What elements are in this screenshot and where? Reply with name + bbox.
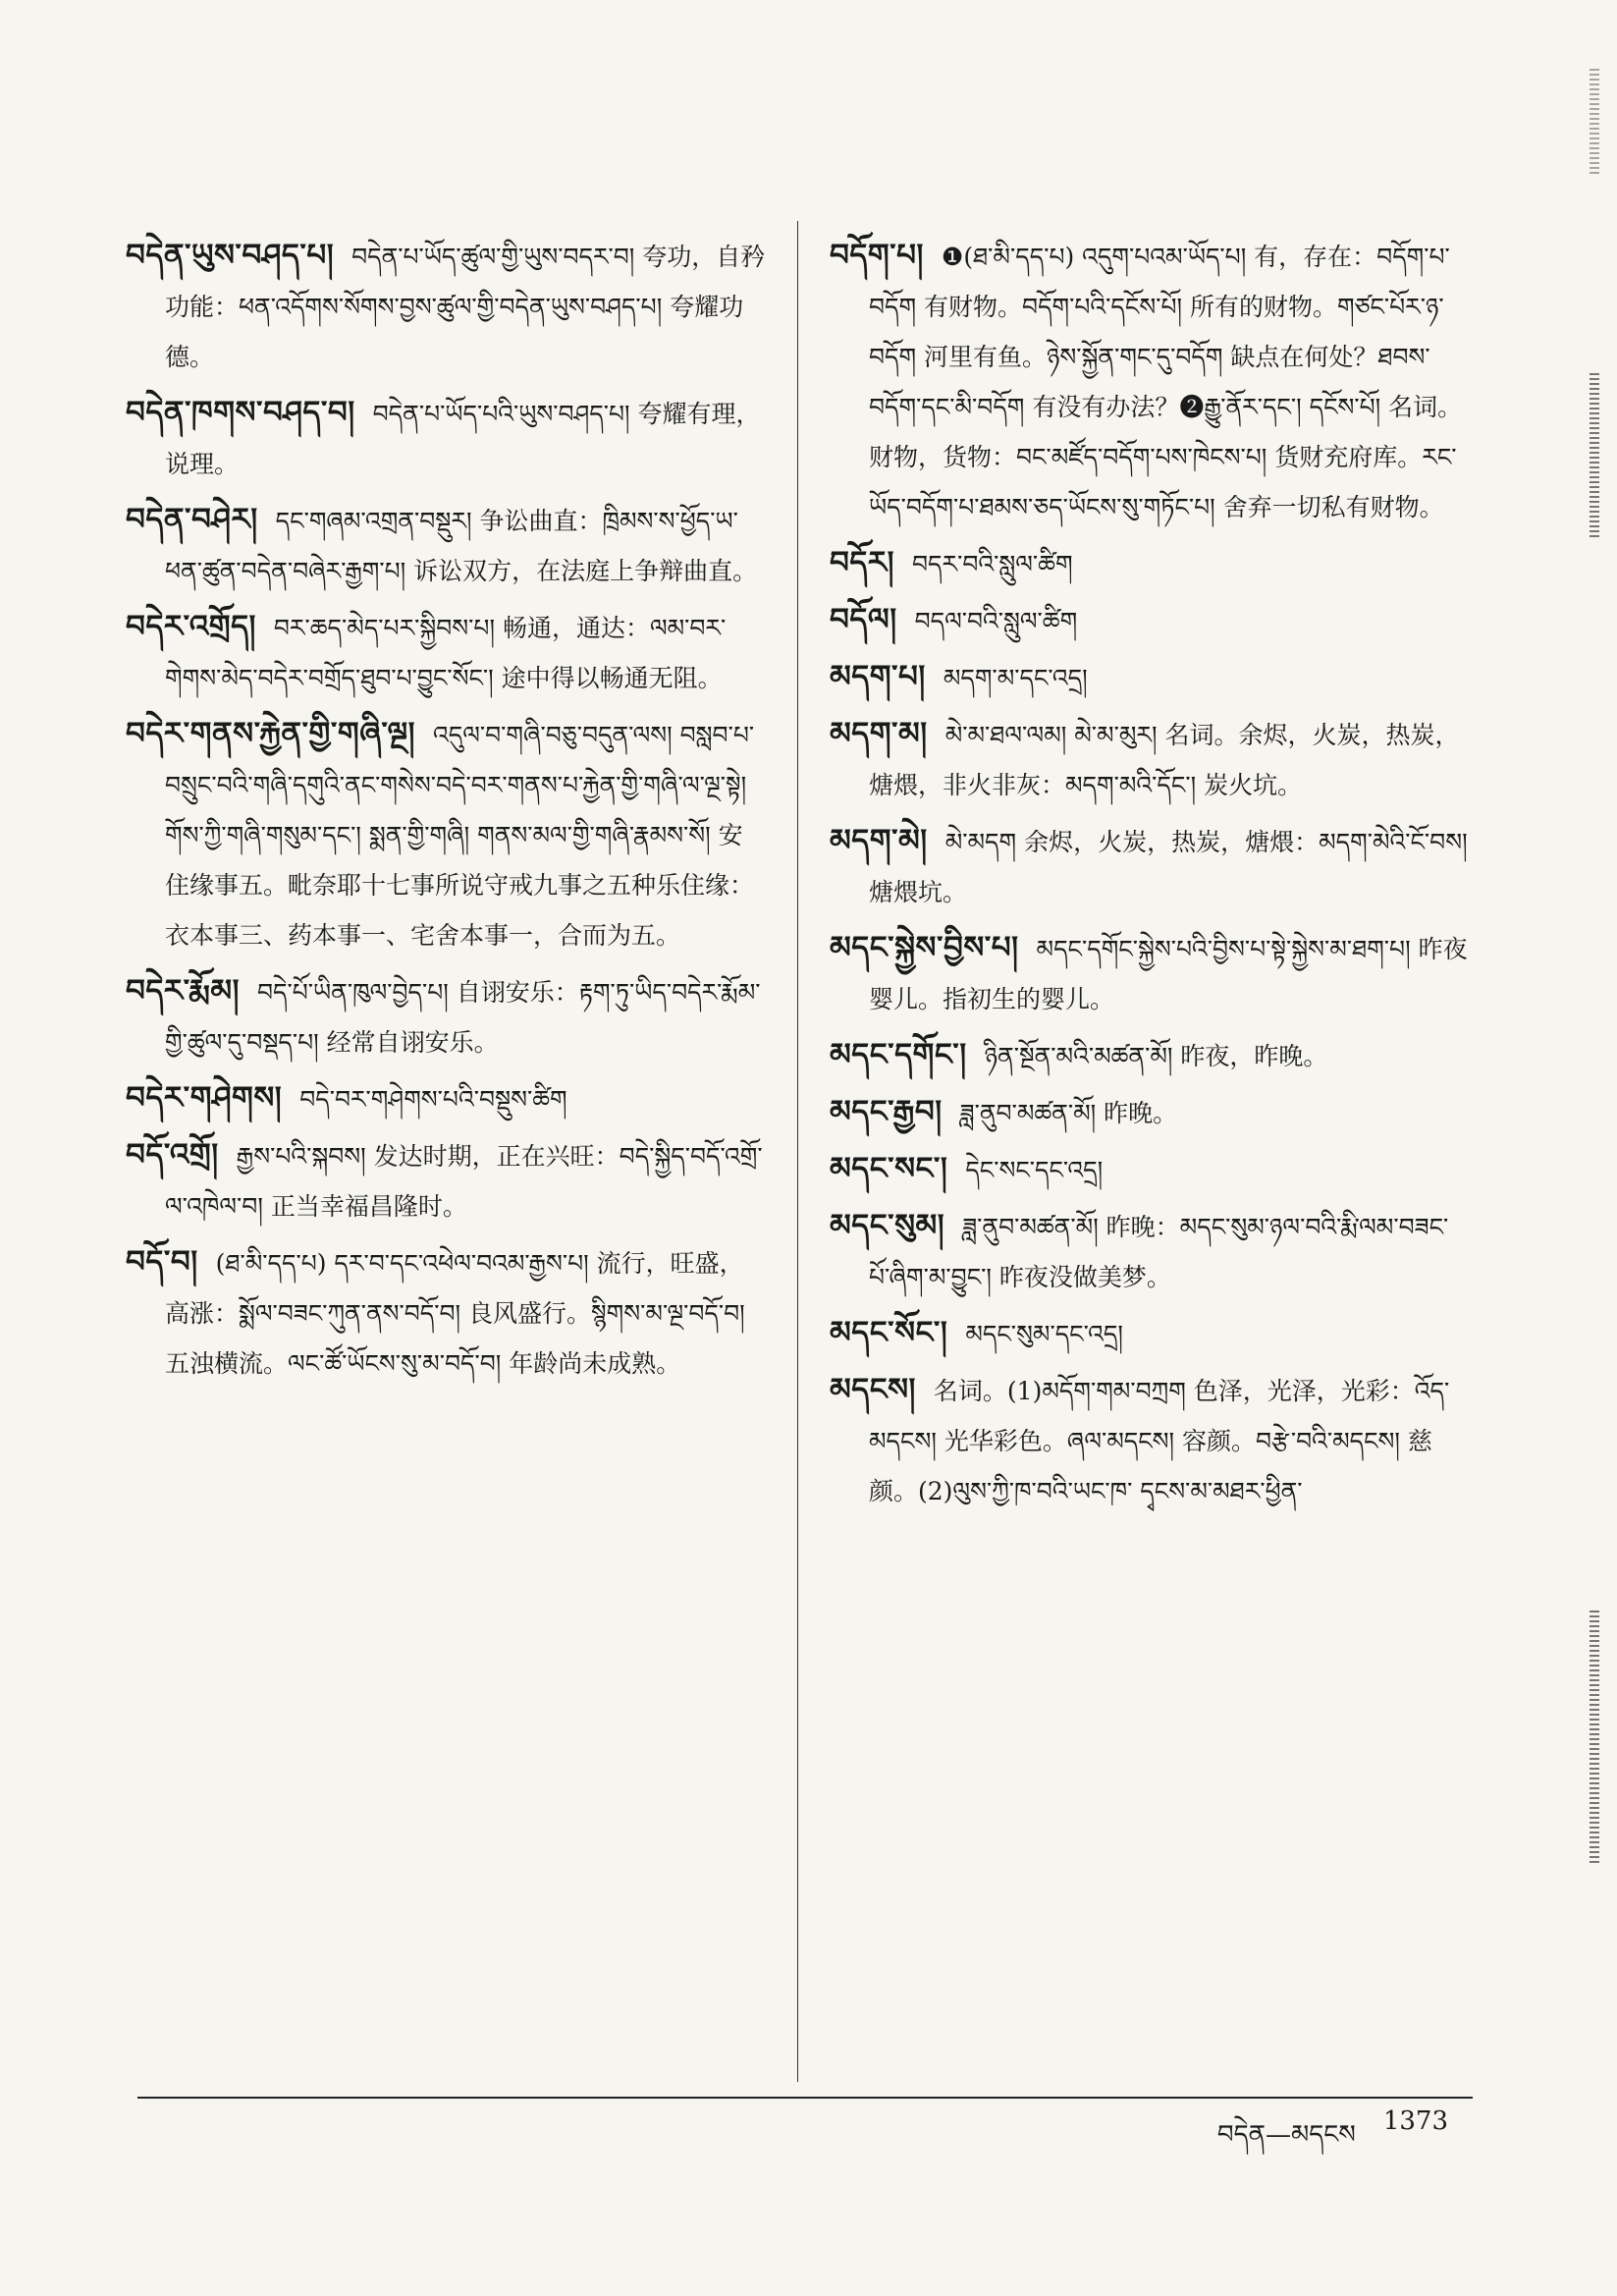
dictionary-entry: [830, 1308, 1468, 1359]
footer-rule: [137, 2097, 1473, 2099]
entry-definition: བདེན་པ་ཡོད་ཚུལ་གྱི་ཡུས་བདར་བ། 夸功，自矜功能：ཕན་འདོགས་སོགས་བྱས་ཚུལ་གྱི་བདེན་ཡུས་བཤད་པ། 夸耀功德。: [165, 243, 766, 371]
page-footer: [1217, 2106, 1448, 2178]
entry-definition: (ཐ་མི་དད་པ) དར་བ་དང་འཕེལ་བའམ་རྒྱས་པ། 流行，旺盛，高涨：སྨོལ་བཟང་ཀུན་ནས་བདོ་བ། 良风盛行。སྙིགས་མ་ལྔ་བདོ་བ། 五浊横流。ལང་ཚོ་ཡོངས་སུ་མ་བདོ་བ། 年龄尚未成熟。: [165, 1249, 745, 1378]
entry-headword: བདེན་ཡུས་བཤད་པ།: [126, 238, 335, 273]
entry-headword: བདེན་ཁགས་བཤད་བ།: [126, 395, 355, 430]
entry-headword: མདང་དགོང་།: [830, 1037, 967, 1072]
scan-edge-mark: [1590, 69, 1599, 177]
entry-definition: བདེ་བར་གཤེགས་པའི་བསྡུས་ཚིག: [299, 1085, 567, 1114]
entry-headword: མདང་སོང་།: [830, 1315, 948, 1350]
entry-definition: མེ་མ་ཐལ་ལམ། མེ་མ་མུར། 名词。余烬，火炭，热炭，煻煨，非火非灰：མདག་མའི་དོང་། 炭火坑。: [869, 721, 1460, 799]
entry-headword: བདེར་གཤེགས།: [126, 1080, 283, 1116]
dictionary-entry: [830, 1201, 1468, 1302]
entry-definition: བདལ་བའི་སླུལ་ཚིག: [914, 607, 1078, 635]
entry-definition: ཟླ་ནུབ་མཚན་མོ། 昨晚。: [959, 1099, 1178, 1127]
dictionary-entry: [830, 816, 1468, 917]
entry-headword: བདོར།: [830, 545, 895, 580]
dictionary-entry: [126, 388, 766, 489]
entry-definition: མདང་དགོང་སྐྱེས་པའི་བྱིས་པ་སྟེ་སྐྱེས་མ་ཐག་པ། 昨夜婴儿。指初生的婴儿。: [869, 935, 1468, 1013]
entry-definition: དེང་སང་དང་འདྲ།: [965, 1156, 1104, 1184]
entry-headword: མདག་མེ།: [830, 823, 928, 858]
entry-definition: 名词。(1)མདོག་གམ་བཀྲག 色泽，光泽，光彩：འོད་མདངས། 光华彩色。ཞལ་མདངས། 容颜。བརྩེ་བའི་མདངས། 慈颜。(2)ལུས་ཀྱི་ཁ་བའི་ཡང་ཁ་ དྭངས་མ་མཐར་ཕྱིན་: [869, 1377, 1450, 1505]
right-column: [830, 231, 1468, 2060]
entry-definition: ཉིན་སྔོན་མའི་མཚན་མོ། 昨夜，昨晚。: [984, 1042, 1328, 1070]
entry-definition: བདར་བའི་སླུལ་ཚིག: [912, 550, 1073, 578]
dictionary-entry: [830, 538, 1468, 589]
dictionary-entry: [126, 966, 766, 1067]
dictionary-entry: [126, 602, 766, 703]
dictionary-entry: [830, 1087, 1468, 1138]
dictionary-entry: [126, 709, 766, 960]
column-divider: [797, 221, 798, 2082]
entry-definition: མདག་མ་དང་འདྲ།: [943, 664, 1088, 692]
dictionary-entry: [830, 1144, 1468, 1195]
scan-edge-mark: [1590, 1611, 1599, 1866]
entry-headword: མདག་པ།: [830, 659, 926, 694]
dictionary-entry: [126, 495, 766, 596]
entry-headword: བདོ་བ།: [126, 1244, 198, 1280]
dictionary-entry: [126, 231, 766, 382]
entry-headword: མདང་རྒྱབ།: [830, 1094, 943, 1129]
entry-definition: མདང་སུམ་དང་འདྲ།: [965, 1320, 1123, 1348]
entry-definition: ❶(ཐ་མི་དད་པ) འདུག་པའམ་ཡོད་པ། 有，存在：བདོག་པ་བདོག 有财物。བདོག་པའི་དངོས་པོ། 所有的财物。གཙང་པོར་ཉ་བདོག 河里有鱼。ཉེས་སྐྱོན་གང་དུ་བདོག 缺点在何处？ཐབས་བདོག་དང་མི་བདོག 有没有办法？❷རྒྱུ་ནོར་དང་། དངོས་པོ། 名词。财物，货物：བང་མཛོད་བདོག་པས་ཁེངས་པ། 货财充府库。རང་ཡོད་བདོག་པ་ཐམས་ཅད་ཡོངས་སུ་གཏོང་པ། 舍弃一切私有财物。: [869, 243, 1463, 521]
dictionary-entry: [126, 1130, 766, 1231]
dictionary-entry: [830, 652, 1468, 703]
entry-headword: མདང་སྐྱེས་བྱིས་པ།: [830, 930, 1019, 965]
dictionary-entry: [830, 595, 1468, 646]
entry-definition: འདུལ་བ་གཞི་བཅུ་བདུན་ལས། བསླབ་པ་བསྲུང་བའི་གཞི་དགུའི་ནང་གསེས་བདེ་བར་གནས་པ་རྐྱེན་གྱི་གཞི་ལ་ལྔ་སྟེ། གོས་ཀྱི་གཞི་གསུམ་དང་། སྨན་གྱི་གཞི། གནས་མལ་གྱི་གཞི་རྣམས་སོ། 安住缘事五。毗奈耶十七事所说守戒九事之五种乐住缘：衣本事三、药本事一、宅舍本事一，合而为五。: [165, 721, 755, 950]
entry-headword: བདེན་བཤེར།: [126, 502, 258, 537]
page-number: 1373: [1382, 2106, 1448, 2136]
dictionary-entry: [830, 923, 1468, 1024]
entry-definition: དང་གཞམ་འགྲན་བསྡུར། 争讼曲直：ཁྲིམས་ས་ཕྱོད་ཡ་ཕན་ཚུན་བདེན་བཞེར་རྒྱག་པ། 诉讼双方，在法庭上争辩曲直。: [165, 507, 758, 585]
entry-headword: བདེར་འགྲོད།: [126, 609, 256, 644]
entry-definition: བདེ་པོ་ཡིན་ཁུལ་བྱེད་པ། 自诩安乐：རྟག་ཏུ་ཡིད་བདེར་རྨོམ་གྱི་ཚུལ་དུ་བསྡད་པ། 经常自诩安乐。: [165, 978, 761, 1057]
entry-headword: བདོལ།: [830, 602, 897, 637]
entry-headword: བདེར་གནས་རྐྱེན་གྱི་གཞི་ལྔ།: [126, 716, 416, 751]
scan-edge-mark: [1590, 373, 1599, 540]
entry-headword: བདོ་འགྲོ།: [126, 1137, 219, 1173]
entry-headword: བདེར་རྨོམ།: [126, 973, 240, 1009]
entry-headword: མདང་སུམ།: [830, 1208, 945, 1243]
headword-range: བདེན—མདངས: [1216, 2120, 1356, 2150]
entry-headword: མདག་མ།: [830, 716, 928, 751]
entry-headword: མདངས།: [830, 1372, 916, 1407]
entry-definition: མེ་མདག 余烬，火炭，热炭，煻煨：མདག་མེའི་ངོ་བས། 煻煨坑。: [869, 828, 1468, 906]
entry-definition: བར་ཆད་མེད་པར་སྐྱིབས་པ། 畅通，通达：ལམ་བར་གེགས་མེད་བདེར་བགྲོད་ཐུབ་པ་བྱུང་སོང་། 途中得以畅通无阻。: [165, 614, 727, 692]
entry-definition: ཟླ་ནུབ་མཚན་མོ། 昨晚：མདང་སུམ་ཉལ་བའི་རྨི་ལམ་བཟང་པོ་ཞིག་མ་བྱུང་། 昨夜没做美梦。: [869, 1213, 1449, 1291]
dictionary-entry: [830, 231, 1468, 532]
dictionary-entry: [126, 1237, 766, 1389]
dictionary-entry: [830, 1030, 1468, 1081]
entry-definition: རྒྱས་པའི་སྐབས། 发达时期，正在兴旺：བདེ་སྐྱིད་བདོ་འགྲོ་ལ་འཁེལ་བ། 正当幸福昌隆时。: [165, 1142, 763, 1221]
entry-headword: མདང་སང་།: [830, 1151, 948, 1186]
dictionary-entry: [126, 1073, 766, 1124]
dictionary-entry: [830, 709, 1468, 810]
left-column: [126, 231, 766, 2060]
dictionary-entry: [830, 1365, 1468, 1516]
entry-definition: བདེན་པ་ཡོད་པའི་ཡུས་བཤད་པ། 夸耀有理，说理。: [165, 400, 761, 478]
entry-headword: བདོག་པ།: [830, 238, 924, 273]
